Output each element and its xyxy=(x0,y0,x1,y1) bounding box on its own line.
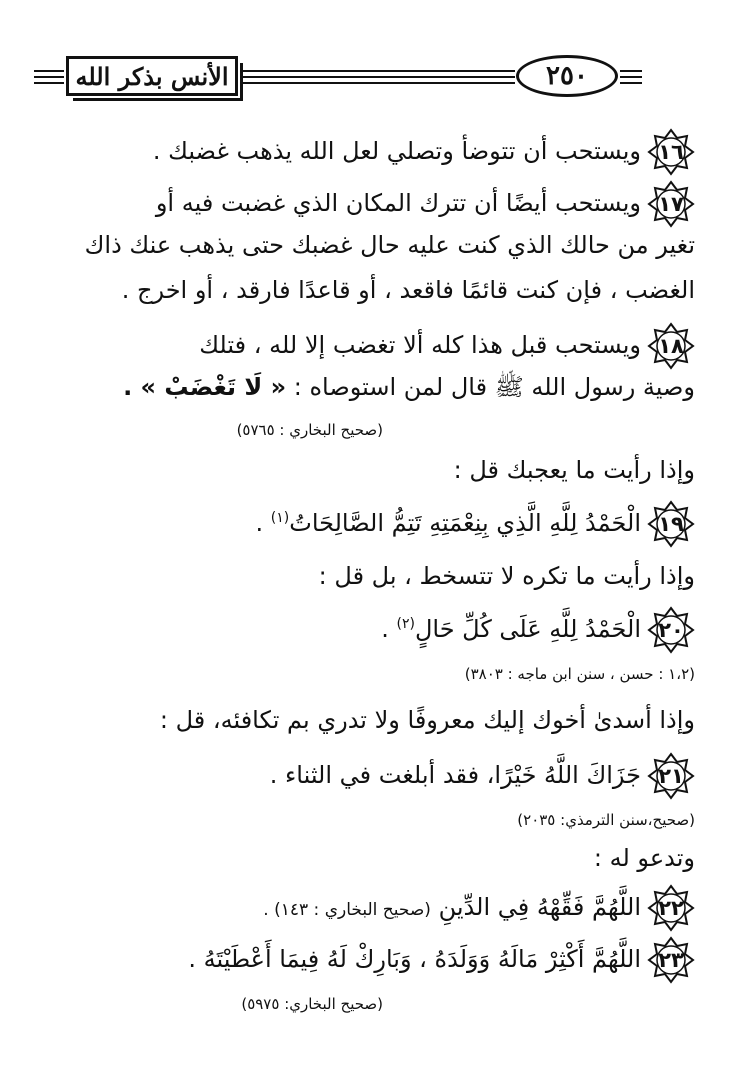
item-18 xyxy=(34,322,695,370)
reference: (صحيح البخاري : ٥٧٦٥) xyxy=(236,421,383,439)
intro-text: وإذا أسدىٰ أخوك إليك معروفًا ولا تدري بم تكافئه، قل : xyxy=(159,706,695,734)
header-rule xyxy=(620,82,642,84)
dua-text: الْحَمْدُ لِلَّهِ عَلَى كُلِّ حَالٍ xyxy=(414,615,641,643)
dua-text: اللَّهُمَّ أَكْثِرْ مَالَهُ وَوَلَدَهُ ، وَبَارِكْ لَهُ فِيمَا أَعْطَيْتَهُ . xyxy=(188,945,641,973)
intro-text: وتدعو له : xyxy=(593,844,695,872)
reference: (صحيح،سنن الترمذي: ٢٠٣٥) xyxy=(517,811,695,829)
reference: (١،٢ : حسن ، سنن ابن ماجه : ٣٨٠٣) xyxy=(464,665,695,683)
header-rule xyxy=(240,76,515,78)
footnote-marker: (١) xyxy=(270,510,290,526)
number-badge-icon: ٢٠ xyxy=(647,606,695,654)
header-rule xyxy=(34,76,64,78)
item-22 xyxy=(34,884,695,932)
item-20: ٢٠ الْحَمْدُ لِلَّهِ عَلَى كُلِّ حَالٍ$^{(٢)}$ . xyxy=(34,604,695,654)
header-rule xyxy=(34,70,64,72)
intro-text: وإذا رأيت ما تكره لا تتسخط ، بل قل : xyxy=(318,562,695,590)
footnote-marker: (٢) xyxy=(396,616,415,632)
header-rule xyxy=(240,82,515,84)
dua-text: جَزَاكَ اللَّهُ خَيْرًا، فقد أبلغت في الثناء . xyxy=(269,761,641,789)
number-badge-icon: ١٧ xyxy=(647,180,695,228)
item-16 xyxy=(34,128,695,176)
item-text: ويستحب أيضًا أن تترك المكان الذي غضبت فيه أو xyxy=(155,189,641,217)
item-text-line xyxy=(34,367,695,407)
item-text: الغضب ، فإن كنت قائمًا فاقعد ، أو قاعدًا فارقد ، أو اخرج . xyxy=(121,276,695,304)
number-badge-icon: ٢٢ xyxy=(647,884,695,932)
item-17 xyxy=(34,180,695,228)
header-rule xyxy=(34,82,64,84)
intro-text: وإذا رأيت ما يعجبك قل : xyxy=(453,456,695,484)
header-rule xyxy=(620,76,642,78)
header-rule xyxy=(620,70,642,72)
item-23 xyxy=(34,936,695,984)
number-badge-icon: ١٦ xyxy=(647,128,695,176)
number-badge-icon: ١٩ xyxy=(647,500,695,548)
number-badge-icon: ٢١ xyxy=(647,752,695,800)
item-text: وصية رسول الله ﷺ قال لمن استوصاه : xyxy=(293,373,695,401)
item-text: ويستحب قبل هذا كله ألا تغضب إلا لله ، فتلك xyxy=(199,331,641,359)
dua-text: اللَّهُمَّ فَقِّهْهُ فِي الدِّينِ xyxy=(438,893,641,921)
header-rule xyxy=(240,70,515,72)
hadith-quote: « لَا تَغْضَبْ » . xyxy=(123,373,287,401)
number-badge-icon: ١٨ xyxy=(647,322,695,370)
reference: (صحيح البخاري : ١٤٣) . xyxy=(263,900,431,920)
page-number: ٢٥٠ xyxy=(516,55,618,97)
dua-text: الْحَمْدُ لِلَّهِ الَّذِي بِنِعْمَتِهِ تَتِمُّ الصَّالِحَاتُ xyxy=(289,509,641,537)
item-21 xyxy=(34,752,695,800)
book-title: الأنس بذكر الله xyxy=(66,56,238,96)
number-badge-icon: ٢٣ xyxy=(647,936,695,984)
reference: (صحيح البخاري: ٥٩٧٥) xyxy=(241,995,383,1013)
item-text: ويستحب أن تتوضأ وتصلي لعل الله يذهب غضبك . xyxy=(152,137,641,165)
item-text: تغير من حالك الذي كنت عليه حال غضبك حتى يذهب عنك ذاك xyxy=(84,231,695,259)
item-19: ١٩ الْحَمْدُ لِلَّهِ الَّذِي بِنِعْمَتِهِ تَتِمُّ الصَّالِحَاتُ$^{(١)}$ . xyxy=(34,498,695,548)
